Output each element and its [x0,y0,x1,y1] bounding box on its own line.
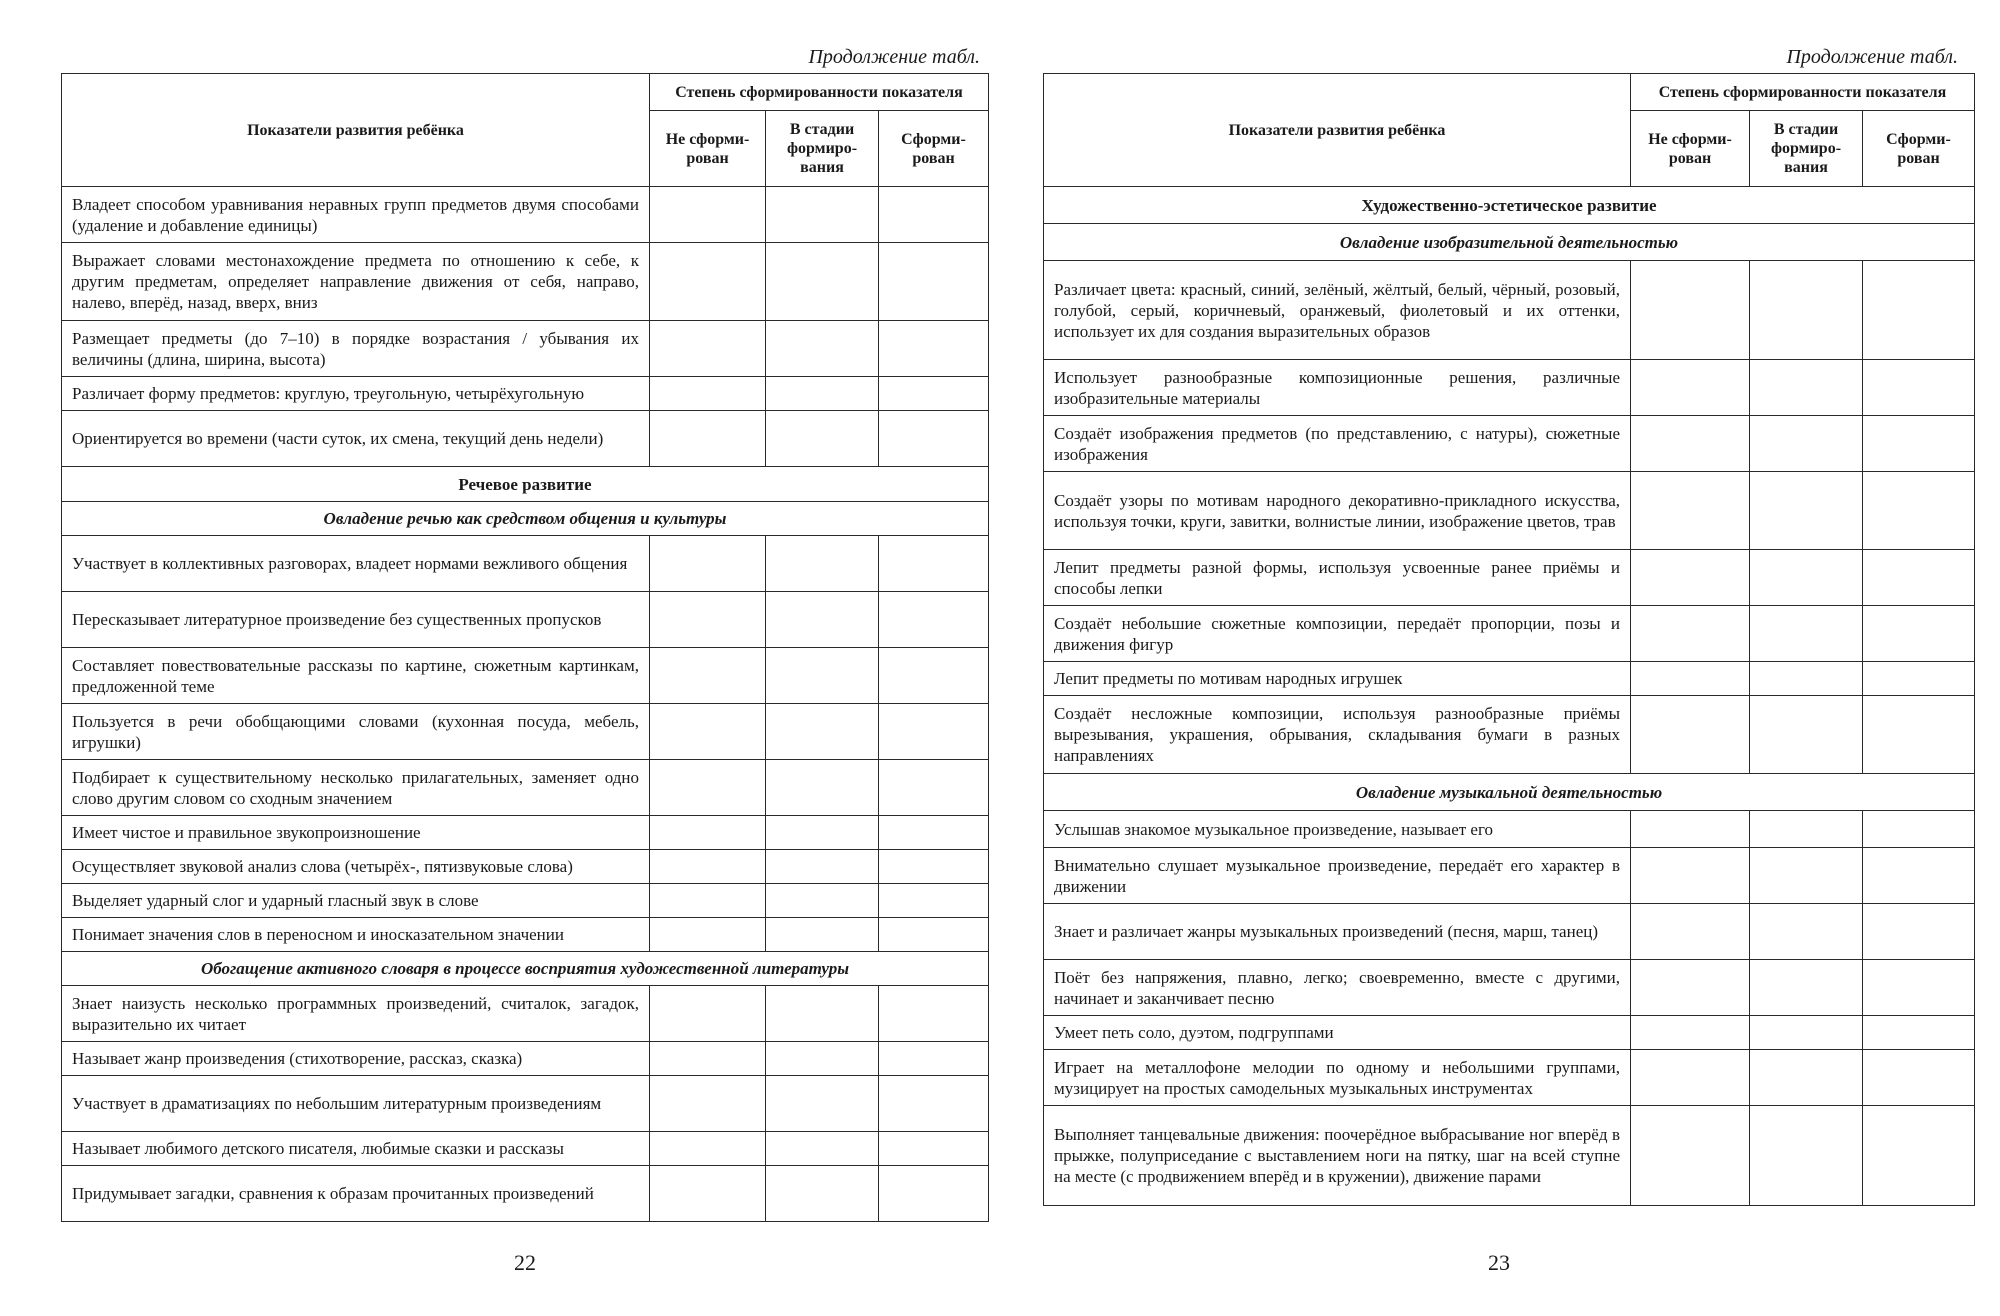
indicator-row [1044,696,1975,774]
assessment-table [1043,73,1975,1206]
section-title: Речевое развитие [62,467,989,502]
forming-cell[interactable] [1750,904,1863,960]
forming-cell[interactable] [766,816,879,850]
indicator-text: Выделяет ударный слог и ударный гласный звук в слове [62,884,650,918]
subsection-row [62,502,989,536]
page-number: 23 [1488,1250,1510,1275]
indicator-text: Создаёт изображения предметов (по представлению, с натуры), сюжетные изображения [1044,416,1631,472]
formed-cell[interactable] [879,1166,989,1222]
forming-cell[interactable] [766,986,879,1042]
not-formed-cell[interactable] [650,536,766,592]
assessment-table [61,73,989,1222]
forming-cell[interactable] [766,884,879,918]
formed-cell[interactable] [879,884,989,918]
indicator-row [1044,848,1975,904]
formed-cell[interactable] [1863,416,1975,472]
formed-cell[interactable] [1863,1016,1975,1050]
forming-cell[interactable] [766,243,879,321]
forming-cell[interactable] [1750,360,1863,416]
forming-cell[interactable] [766,918,879,952]
formed-cell[interactable] [1863,811,1975,848]
not-formed-cell[interactable] [650,1166,766,1222]
indicator-row [1044,960,1975,1016]
indicator-row [62,986,989,1042]
indicator-text: Участвует в драматизациях по небольшим литературным произведениям [62,1076,650,1132]
forming-cell[interactable] [1750,696,1863,774]
not-formed-cell[interactable] [650,918,766,952]
not-formed-cell[interactable] [1631,472,1750,550]
formed-cell[interactable] [879,760,989,816]
indicator-row [1044,1016,1975,1050]
indicator-row [62,1042,989,1076]
subsection-row [1044,224,1975,261]
formed-cell[interactable] [1863,904,1975,960]
indicator-text: Называет любимого детского писателя, любимые сказки и рассказы [62,1132,650,1166]
not-formed-header: Не сформи-рован [650,111,766,187]
continuation-label: Продолжение табл. [1786,46,1958,68]
forming-cell[interactable] [766,592,879,648]
indicator-text: Услышав знакомое музыкальное произведение, называет его [1044,811,1631,848]
indicator-row [62,760,989,816]
forming-cell[interactable] [766,1042,879,1076]
forming-header: В стадии формиро-вания [766,111,879,187]
forming-cell[interactable] [766,648,879,704]
indicator-row [62,1076,989,1132]
formed-header: Сформи-рован [1863,111,1975,187]
indicator-text: Понимает значения слов в переносном и иносказательном значении [62,918,650,952]
indicator-row [1044,416,1975,472]
indicator-row [62,918,989,952]
not-formed-cell[interactable] [650,1042,766,1076]
forming-cell[interactable] [766,1166,879,1222]
indicator-text: Создаёт небольшие сюжетные композиции, передаёт пропорции, позы и движения фигур [1044,606,1631,662]
indicator-row [62,243,989,321]
not-formed-cell[interactable] [1631,360,1750,416]
formed-cell[interactable] [879,1076,989,1132]
section-row [62,467,989,502]
indicator-row [1044,662,1975,696]
indicator-text: Знает наизусть несколько программных произведений, считалок, загадок, выразительно их читает [62,986,650,1042]
indicator-row [62,187,989,243]
not-formed-cell[interactable] [650,321,766,377]
indicator-text: Поёт без напряжения, плавно, легко; своевременно, вместе с другими, начинает и заканчивает песню [1044,960,1631,1016]
forming-cell[interactable] [1750,416,1863,472]
forming-cell[interactable] [766,850,879,884]
continuation-label: Продолжение табл. [808,46,980,68]
forming-header: В стадии формиро-вания [1750,111,1863,187]
formed-cell[interactable] [1863,550,1975,606]
indicator-row [1044,811,1975,848]
subsection-title: Обогащение активного словаря в процессе восприятия художественной литературы [62,952,989,986]
formed-cell[interactable] [879,816,989,850]
subsection-row [62,952,989,986]
formed-header: Сформи-рован [879,111,989,187]
forming-cell[interactable] [766,1076,879,1132]
formed-cell[interactable] [879,411,989,467]
page-number: 22 [514,1250,536,1275]
formed-cell[interactable] [1863,696,1975,774]
indicator-text: Использует разнообразные композиционные решения, различные изобразительные материалы [1044,360,1631,416]
degree-header: Степень сформированности показателя [1631,74,1975,111]
formed-cell[interactable] [879,986,989,1042]
indicator-row [62,321,989,377]
indicator-row [62,411,989,467]
forming-cell[interactable] [1750,550,1863,606]
indicator-row [62,1132,989,1166]
indicator-text: Размещает предметы (до 7–10) в порядке возрастания / убывания их величины (длина, ширина, высота) [62,321,650,377]
not-formed-cell[interactable] [650,760,766,816]
not-formed-header: Не сформи-рован [1631,111,1750,187]
indicator-row [62,704,989,760]
indicator-text: Имеет чистое и правильное звукопроизношение [62,816,650,850]
indicator-row [62,648,989,704]
indicator-text: Пользуется в речи обобщающими словами (кухонная посуда, мебель, игрушки) [62,704,650,760]
formed-cell[interactable] [1863,261,1975,360]
forming-cell[interactable] [1750,1016,1863,1050]
table-body [1044,187,1975,1206]
formed-cell[interactable] [879,377,989,411]
formed-cell[interactable] [1863,1050,1975,1106]
formed-cell[interactable] [1863,1106,1975,1206]
indicator-text: Подбирает к существительному несколько прилагательных, заменяет одно слово другим словом со сходным значением [62,760,650,816]
indicator-text: Составляет повествовательные рассказы по картине, сюжетным картинкам, предложенной теме [62,648,650,704]
formed-cell[interactable] [879,536,989,592]
not-formed-cell[interactable] [1631,550,1750,606]
indicator-row [62,816,989,850]
indicators-header: Показатели развития ребёнка [1044,74,1631,187]
forming-cell[interactable] [1750,848,1863,904]
not-formed-cell[interactable] [650,592,766,648]
not-formed-cell[interactable] [1631,662,1750,696]
indicator-text: Владеет способом уравнивания неравных групп предметов двумя способами (удаление и добавление единицы) [62,187,650,243]
indicator-row [1044,261,1975,360]
indicator-row [62,377,989,411]
not-formed-cell[interactable] [1631,696,1750,774]
subsection-title: Овладение речью как средством общения и культуры [62,502,989,536]
indicator-text: Создаёт узоры по мотивам народного декоративно-прикладного искусства, используя точки, круги, завитки, волнистые линии, изображение цветов, трав [1044,472,1631,550]
forming-cell[interactable] [766,536,879,592]
indicator-text: Ориентируется во времени (части суток, их смена, текущий день недели) [62,411,650,467]
forming-cell[interactable] [766,321,879,377]
indicators-header: Показатели развития ребёнка [62,74,650,187]
forming-cell[interactable] [1750,606,1863,662]
not-formed-cell[interactable] [1631,960,1750,1016]
not-formed-cell[interactable] [650,884,766,918]
section-title: Художественно-эстетическое развитие [1044,187,1975,224]
indicator-text: Лепит предметы по мотивам народных игрушек [1044,662,1631,696]
formed-cell[interactable] [879,648,989,704]
forming-cell[interactable] [1750,960,1863,1016]
not-formed-cell[interactable] [1631,848,1750,904]
indicator-row [62,1166,989,1222]
indicator-row [62,536,989,592]
indicator-row [62,884,989,918]
not-formed-cell[interactable] [650,377,766,411]
not-formed-cell[interactable] [1631,261,1750,360]
formed-cell[interactable] [879,1042,989,1076]
formed-cell[interactable] [1863,606,1975,662]
indicator-row [1044,360,1975,416]
indicator-text: Играет на металлофоне мелодии по одному и небольшими группами, музицирует на простых самодельных музыкальных инструментах [1044,1050,1631,1106]
formed-cell[interactable] [879,243,989,321]
not-formed-cell[interactable] [650,850,766,884]
subsection-title: Овладение изобразительной деятельностью [1044,224,1975,261]
not-formed-cell[interactable] [650,986,766,1042]
not-formed-cell[interactable] [1631,416,1750,472]
indicator-text: Участвует в коллективных разговорах, владеет нормами вежливого общения [62,536,650,592]
indicator-text: Умеет петь соло, дуэтом, подгруппами [1044,1016,1631,1050]
indicator-text: Знает и различает жанры музыкальных произведений (песня, марш, танец) [1044,904,1631,960]
not-formed-cell[interactable] [1631,1050,1750,1106]
formed-cell[interactable] [879,918,989,952]
not-formed-cell[interactable] [650,243,766,321]
indicator-row [62,592,989,648]
forming-cell[interactable] [766,377,879,411]
formed-cell[interactable] [879,1132,989,1166]
formed-cell[interactable] [879,592,989,648]
indicator-row [1044,1050,1975,1106]
indicator-text: Создаёт несложные композиции, используя разнообразные приёмы вырезывания, украшения, обрывания, складывания бумаги в разных направлениях [1044,696,1631,774]
indicator-row [1044,472,1975,550]
indicator-text: Выполняет танцевальные движения: поочерёдное выбрасывание ног вперёд в прыжке, полуприседание с выставлением ноги на пятку, шаг на всей ступне на месте (с продвижением вперёд и в кружении), движение парами [1044,1106,1631,1206]
formed-cell[interactable] [1863,360,1975,416]
forming-cell[interactable] [766,704,879,760]
not-formed-cell[interactable] [1631,1016,1750,1050]
indicator-text: Придумывает загадки, сравнения к образам прочитанных произведений [62,1166,650,1222]
formed-cell[interactable] [1863,848,1975,904]
not-formed-cell[interactable] [1631,904,1750,960]
indicator-row [1044,904,1975,960]
right-page [1000,0,2000,1316]
formed-cell[interactable] [1863,960,1975,1016]
not-formed-cell[interactable] [650,411,766,467]
indicator-row [1044,550,1975,606]
forming-cell[interactable] [766,187,879,243]
forming-cell[interactable] [1750,1050,1863,1106]
indicator-text: Осуществляет звуковой анализ слова (четырёх-, пятизвуковые слова) [62,850,650,884]
indicator-row [1044,1106,1975,1206]
indicator-row [62,850,989,884]
not-formed-cell[interactable] [1631,811,1750,848]
indicator-row [1044,606,1975,662]
not-formed-cell[interactable] [1631,1106,1750,1206]
not-formed-cell[interactable] [650,648,766,704]
not-formed-cell[interactable] [650,187,766,243]
not-formed-cell[interactable] [650,1132,766,1166]
not-formed-cell[interactable] [650,816,766,850]
indicator-text: Лепит предметы разной формы, используя усвоенные ранее приёмы и способы лепки [1044,550,1631,606]
indicator-text: Различает цвета: красный, синий, зелёный, жёлтый, белый, чёрный, розовый, голубой, серый, коричневый, оранжевый, фиолетовый и их оттенки, использует их для создания выразительных образов [1044,261,1631,360]
not-formed-cell[interactable] [1631,606,1750,662]
formed-cell[interactable] [879,850,989,884]
subsection-title: Овладение музыкальной деятельностью [1044,774,1975,811]
forming-cell[interactable] [1750,472,1863,550]
formed-cell[interactable] [879,321,989,377]
forming-cell[interactable] [766,1132,879,1166]
forming-cell[interactable] [1750,662,1863,696]
forming-cell[interactable] [1750,1106,1863,1206]
indicator-text: Различает форму предметов: круглую, треугольную, четырёхугольную [62,377,650,411]
formed-cell[interactable] [1863,472,1975,550]
indicator-text: Выражает словами местонахождение предмета по отношению к себе, к другим предметам, определяет направление движения от себя, направо, налево, вперёд, назад, вверх, вниз [62,243,650,321]
table-body [62,187,989,1222]
forming-cell[interactable] [766,760,879,816]
not-formed-cell[interactable] [650,1076,766,1132]
forming-cell[interactable] [1750,261,1863,360]
degree-header: Степень сформированности показателя [650,74,989,111]
forming-cell[interactable] [1750,811,1863,848]
indicator-text: Пересказывает литературное произведение без существенных пропусков [62,592,650,648]
formed-cell[interactable] [879,704,989,760]
formed-cell[interactable] [1863,662,1975,696]
indicator-text: Называет жанр произведения (стихотворение, рассказ, сказка) [62,1042,650,1076]
formed-cell[interactable] [879,187,989,243]
forming-cell[interactable] [766,411,879,467]
not-formed-cell[interactable] [650,704,766,760]
subsection-row [1044,774,1975,811]
section-row [1044,187,1975,224]
indicator-text: Внимательно слушает музыкальное произведение, передаёт его характер в движении [1044,848,1631,904]
